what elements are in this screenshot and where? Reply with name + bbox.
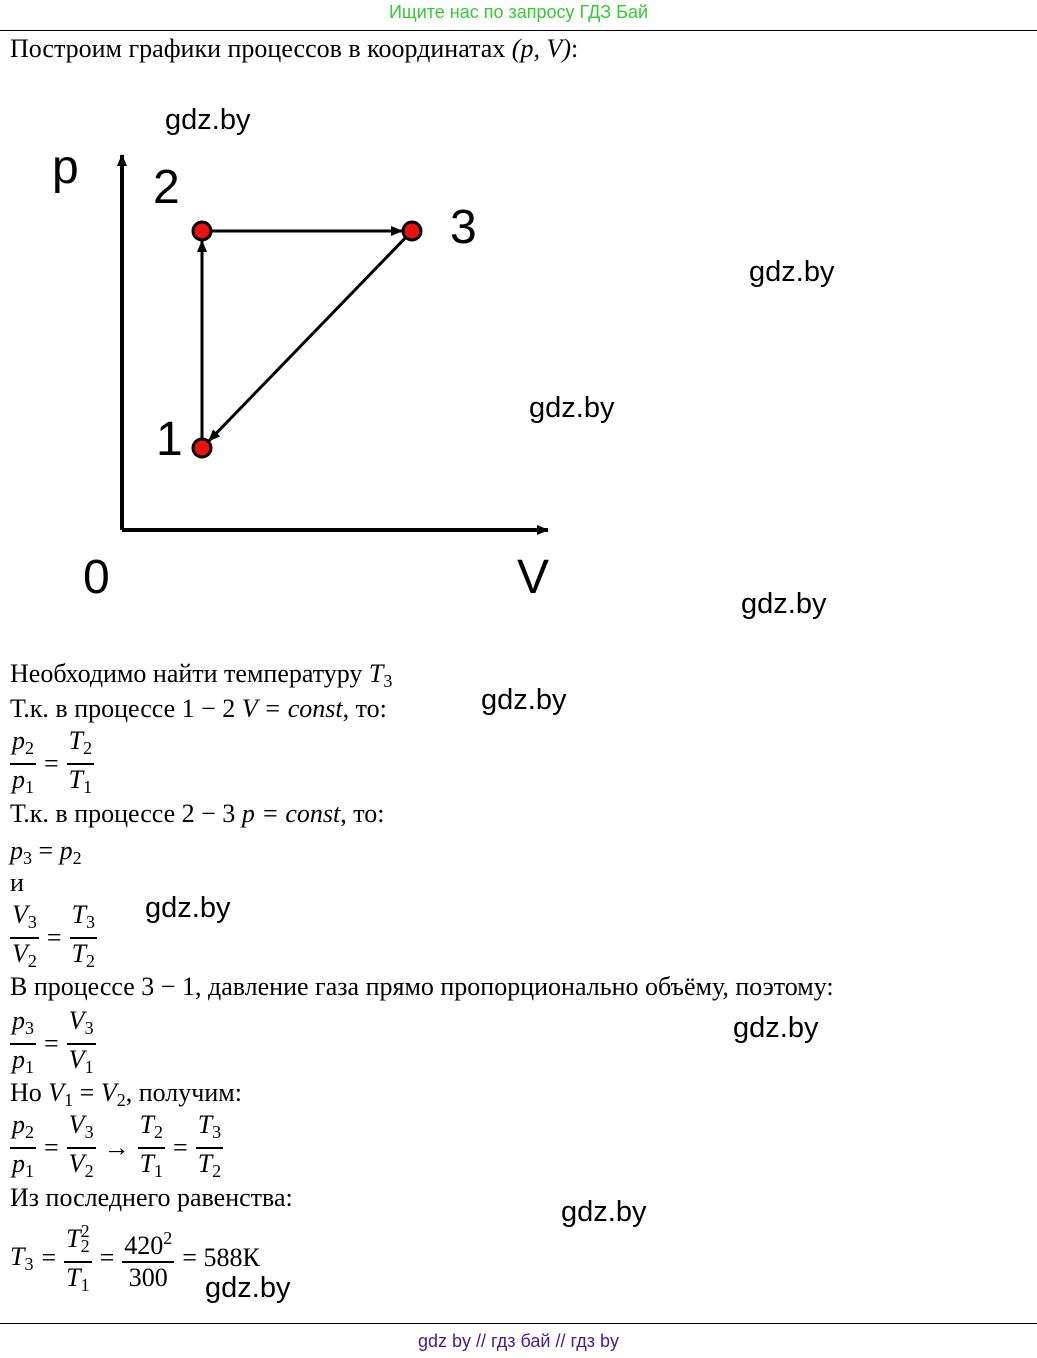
state-point-3 xyxy=(403,222,421,240)
watermark: gdz.by xyxy=(733,1012,819,1044)
proc23-num: 2 − 3 xyxy=(181,799,236,828)
origin-label: 0 xyxy=(83,551,110,604)
and-line: и xyxy=(10,868,24,897)
intro-math: (p, V) xyxy=(511,34,571,63)
proc23-tail: , то: xyxy=(340,799,385,828)
pv-diagram xyxy=(0,0,1037,640)
intro-tail: : xyxy=(571,34,579,63)
result-den: 300 xyxy=(128,1263,168,1292)
state-point-1 xyxy=(193,439,211,457)
top-banner: Ищите нас по запросу ГДЗ Бай xyxy=(0,0,1037,31)
proc31-tail: , давление газа прямо пропорционально объёму, поэтому: xyxy=(194,972,834,1001)
but-line: Но $V_1 = V_2$, получим: xyxy=(10,1078,242,1110)
proc12-tail: , то: xyxy=(342,694,387,723)
proc31-line xyxy=(10,972,834,1002)
state-point-2 xyxy=(193,222,211,240)
proc12-cond: V = const xyxy=(241,694,343,723)
proc31-num: 3 − 1 xyxy=(141,972,195,1001)
need-text: Необходимо найти температуру xyxy=(10,659,363,688)
but-tail: , получим: xyxy=(125,1078,242,1107)
bottom-banner: gdz by // гдз бай // гдз by xyxy=(0,1323,1037,1355)
intro-text: Построим графики процессов в координатах xyxy=(10,34,506,63)
watermark: gdz.by xyxy=(749,256,835,288)
watermark: gdz.by xyxy=(529,392,615,424)
point-label-1: 1 xyxy=(156,413,183,466)
proc23-line xyxy=(10,799,385,829)
need-var: T xyxy=(368,659,384,688)
from-last-line: Из последнего равенства: xyxy=(10,1183,293,1212)
edge-3-1 xyxy=(209,238,405,441)
proc12-num: 1 − 2 xyxy=(181,694,236,723)
proc12-text: Т.к. в процессе xyxy=(10,694,176,723)
but-text: Но xyxy=(10,1078,42,1107)
eq-isochoric: $\frac{p_2}{p_1}$ = $\frac{T_2}{T_1}$ xyxy=(12,726,93,797)
axis-y-label: p xyxy=(52,141,79,194)
watermark: gdz.by xyxy=(145,892,231,924)
axis-x-label: V xyxy=(517,551,550,604)
watermark: gdz.by xyxy=(205,1272,291,1304)
proc23-cond: p = const xyxy=(241,799,341,828)
point-label-3: 3 xyxy=(450,201,477,254)
proc23-text: Т.к. в процессе xyxy=(10,799,176,828)
process-edges xyxy=(202,231,405,441)
watermark: gdz.by xyxy=(165,104,251,136)
proc31-text: В процессе xyxy=(10,972,135,1001)
eq-isobaric: $\frac{V_3}{V_2}$ = $\frac{T_3}{T_2}$ xyxy=(12,900,96,971)
watermark: gdz.by xyxy=(481,684,567,716)
result-value: = 588К xyxy=(182,1243,260,1272)
eq-combined: $\frac{p_2}{p_1}$ = $\frac{V_3}{V_2}$ → $\frac{T_2}{T_1}$ = $\frac{T_3}{T_2}$ xyxy=(12,1110,222,1181)
point-label-2: 2 xyxy=(153,161,180,214)
eq-p3-p2: $p_3 = p_2$ xyxy=(10,836,82,868)
need-sub: 3 xyxy=(383,671,393,691)
watermark: gdz.by xyxy=(561,1196,647,1228)
result-num: 420 xyxy=(124,1231,164,1260)
eq-result: $T_3$ = $\frac{T_2^2}{T_1}$ = $\frac{420^2}{300}$ = 588К xyxy=(10,1216,268,1300)
eq-proportional: $\frac{p_3}{p_1}$ = $\frac{V_3}{V_1}$ xyxy=(12,1006,94,1077)
proc12-line xyxy=(10,694,387,724)
need-line xyxy=(10,659,392,696)
watermark: gdz.by xyxy=(741,588,827,620)
